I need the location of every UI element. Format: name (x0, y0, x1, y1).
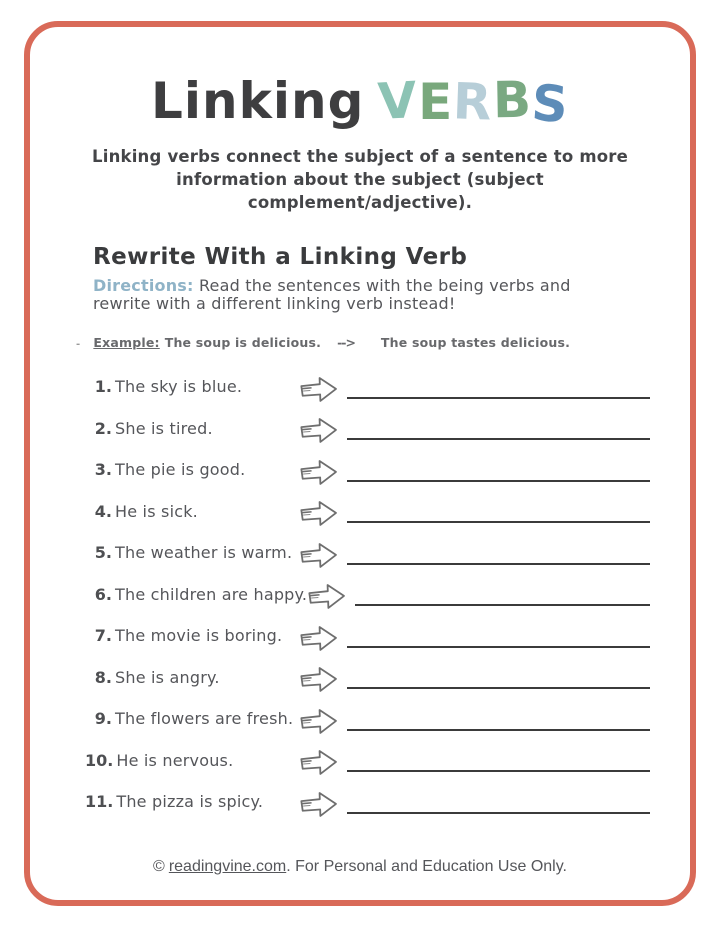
item-number: 1. (94, 377, 112, 397)
row-sentence-block (85, 626, 299, 645)
item-number: 10. (85, 750, 114, 770)
section-heading: Rewrite With a Linking Verb (93, 244, 468, 270)
row-sentence-block (85, 668, 299, 687)
row-sentence-block (85, 502, 299, 521)
answer-blank-line (347, 646, 650, 648)
row-sentence-block (85, 585, 307, 604)
directions-text: Read the sentences with the being verbs and rewrite with a different linking verb instead! (93, 276, 571, 313)
footer-suffix: . For Personal and Education Use Only. (286, 858, 567, 875)
title-letter: V (376, 71, 420, 131)
worksheet-row (85, 449, 650, 491)
directions-label: Directions: (93, 276, 194, 295)
item-number: 9. (94, 709, 112, 729)
arrow-right-icon (298, 416, 339, 447)
item-sentence: He is nervous. (116, 750, 234, 770)
item-sentence: She is angry. (115, 667, 220, 687)
worksheet-page (24, 21, 696, 906)
title-letter: B (492, 70, 533, 130)
arrow-right-icon (298, 457, 339, 488)
answer-blank-line (347, 563, 650, 565)
item-sentence: He is sick. (115, 501, 198, 521)
example-arrow-text: --> (337, 335, 355, 350)
worksheet-row (85, 366, 650, 408)
directions (93, 277, 573, 312)
answer-blank-line (355, 604, 650, 606)
arrow-right-icon (298, 374, 339, 405)
footer (30, 858, 690, 876)
item-number: 7. (94, 626, 112, 646)
arrow-right-icon (298, 623, 339, 654)
readingvine-link[interactable]: readingvine.com (168, 858, 287, 875)
arrow-right-icon (298, 748, 339, 779)
worksheet-row (85, 532, 650, 574)
title-letter: E (418, 73, 454, 131)
answer-blank-line (347, 687, 650, 689)
row-sentence-block (85, 460, 299, 479)
item-sentence: She is tired. (115, 418, 213, 438)
answer-blank-line (347, 812, 650, 814)
example-sentence: The soup is delicious. (164, 335, 322, 350)
item-sentence: The sky is blue. (115, 377, 243, 397)
item-number: 5. (94, 543, 112, 563)
item-sentence: The weather is warm. (115, 543, 293, 563)
worksheet-row (85, 740, 650, 782)
item-sentence: The pie is good. (115, 460, 246, 480)
title-word-verbs (376, 70, 571, 135)
arrow-right-icon (307, 582, 348, 613)
answer-blank-line (347, 521, 650, 523)
arrow-right-icon (298, 499, 339, 530)
item-sentence: The pizza is spicy. (116, 792, 264, 812)
item-number: 11. (85, 792, 114, 812)
item-number: 8. (94, 667, 112, 687)
intro-text: Linking verbs connect the subject of a sentence to more information about the subject (subject complement/adjective). (92, 147, 628, 212)
example-rewritten: The soup tastes delicious. (380, 335, 571, 350)
worksheet-title (30, 70, 690, 135)
answer-blank-line (347, 438, 650, 440)
row-sentence-block (85, 419, 299, 438)
title-letter: R (452, 72, 494, 132)
worksheet-row (85, 408, 650, 450)
copyright-symbol: © (153, 858, 165, 875)
arrow-right-icon (298, 665, 339, 696)
item-sentence: The movie is boring. (115, 626, 283, 646)
item-number: 2. (94, 418, 112, 438)
item-number: 4. (94, 501, 112, 521)
sentence-list (85, 366, 650, 823)
row-sentence-block (85, 792, 299, 811)
example-line (76, 335, 690, 350)
arrow-right-icon (298, 540, 339, 571)
item-number: 6. (94, 584, 112, 604)
item-sentence: The children are happy. (115, 584, 308, 604)
worksheet-row (85, 491, 650, 533)
item-sentence: The flowers are fresh. (115, 709, 294, 729)
example-label: Example: (93, 335, 160, 350)
worksheet-row (85, 615, 650, 657)
row-sentence-block (85, 377, 299, 396)
title-letter: S (529, 73, 571, 135)
row-sentence-block (85, 709, 299, 728)
item-number: 3. (94, 460, 112, 480)
answer-blank-line (347, 397, 650, 399)
arrow-right-icon (298, 706, 339, 737)
worksheet-row (85, 657, 650, 699)
answer-blank-line (347, 770, 650, 772)
row-sentence-block (85, 751, 299, 770)
worksheet-row (85, 574, 650, 616)
answer-blank-line (347, 480, 650, 482)
arrow-right-icon (298, 789, 339, 820)
worksheet-row (85, 781, 650, 823)
answer-blank-line (347, 729, 650, 731)
example-bullet-mark: - (76, 339, 81, 350)
row-sentence-block (85, 543, 299, 562)
worksheet-row (85, 698, 650, 740)
title-word-linking: Linking (151, 72, 365, 130)
